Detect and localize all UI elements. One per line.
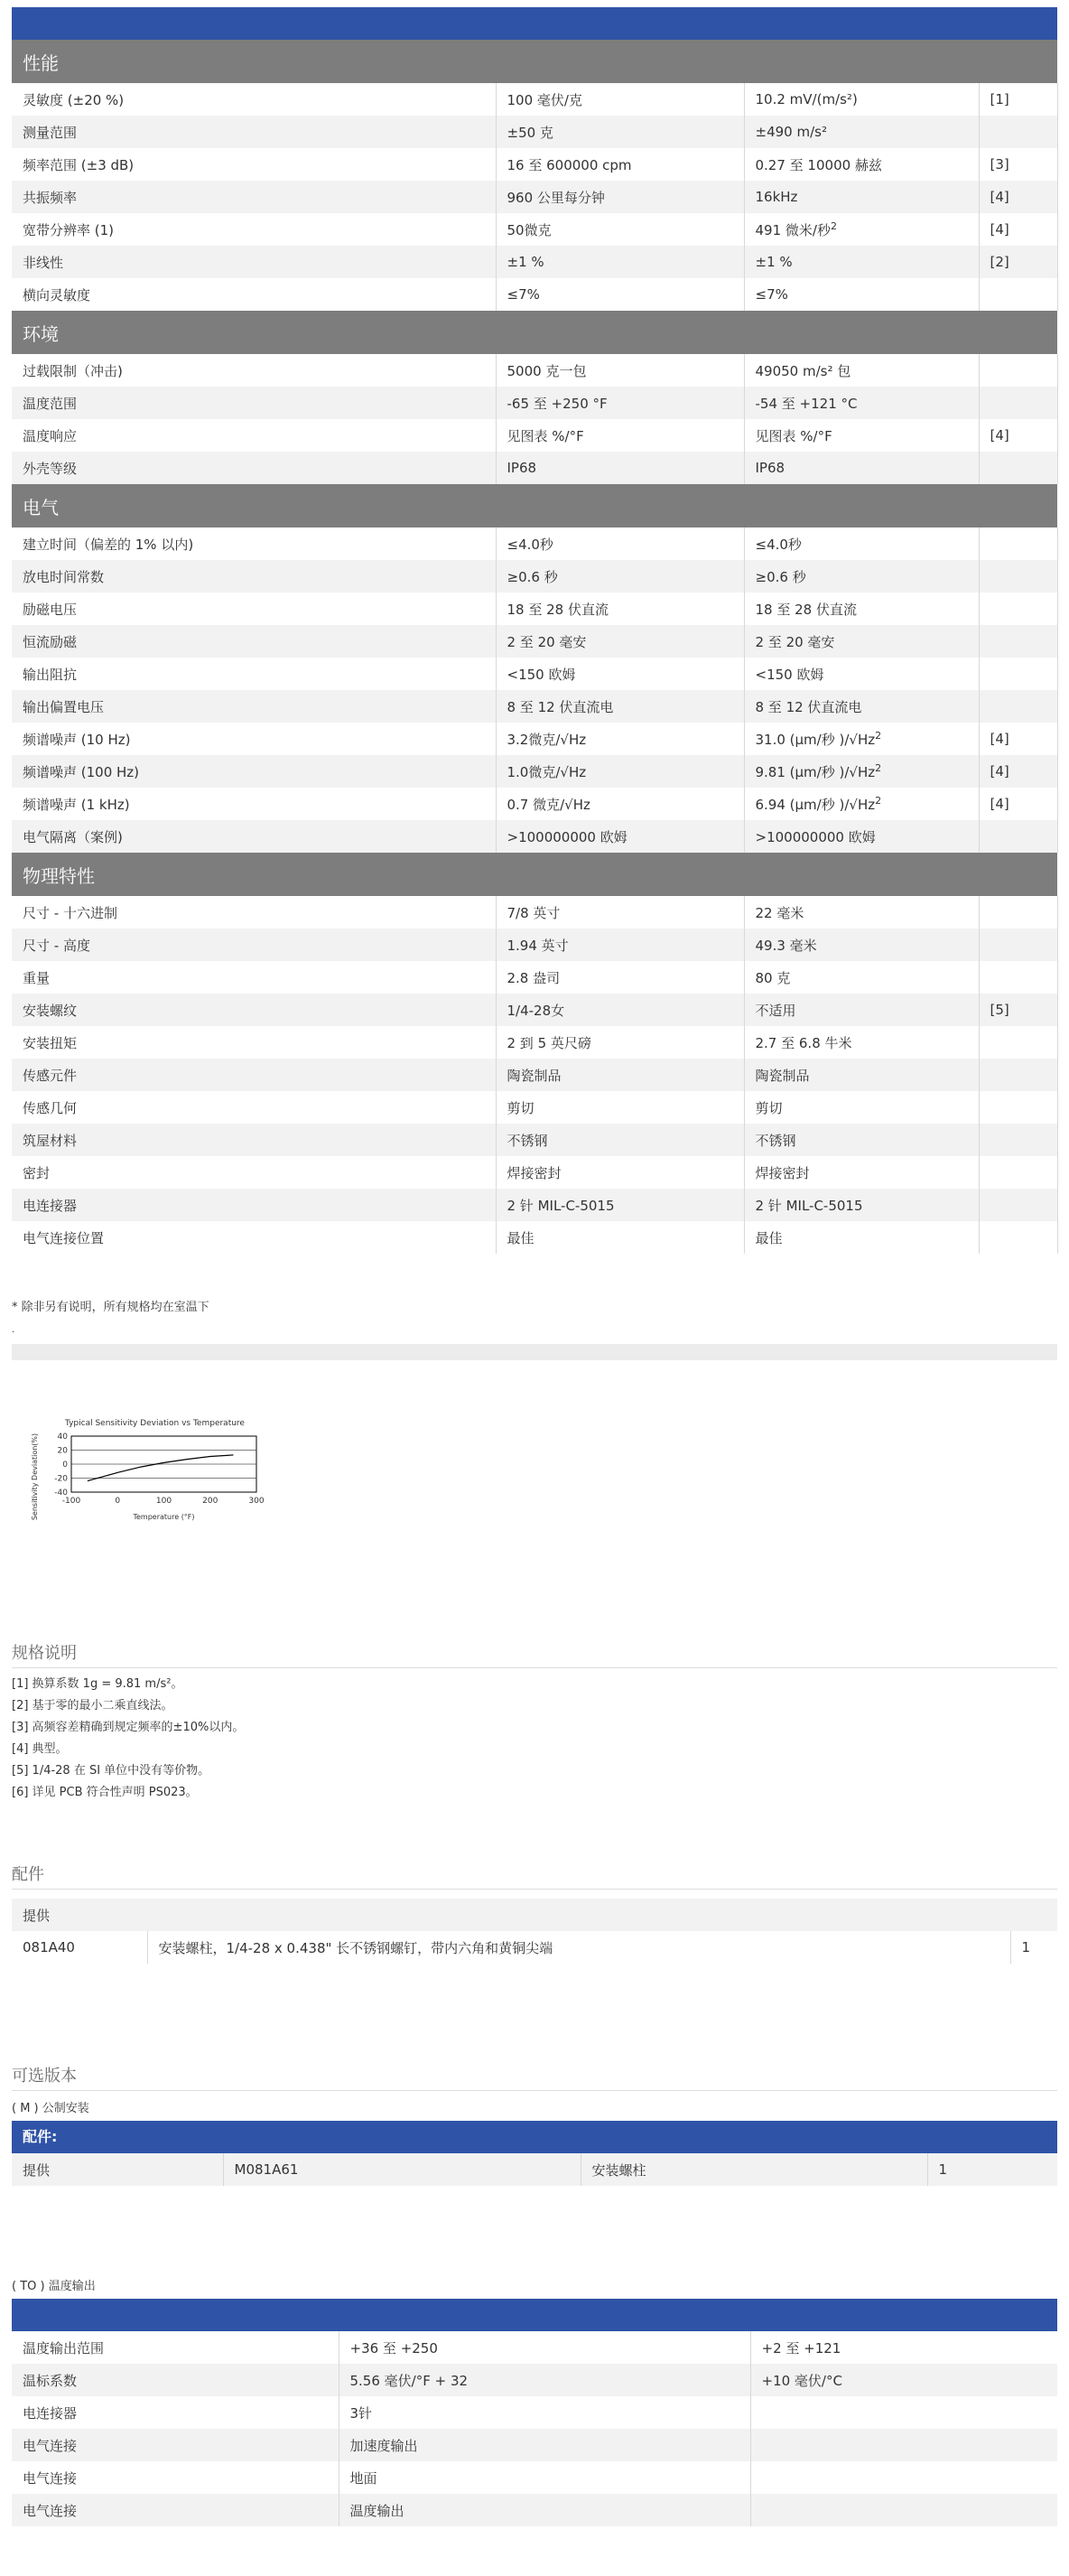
to-c2: 3针 [339,2396,750,2429]
spec-note: [4] [979,419,1057,452]
spec-us: 1.0微克/√Hz [496,755,744,788]
chart-y-tick: 40 [57,1433,68,1442]
spec-label: 重量 [12,961,496,994]
spec-note [979,452,1057,484]
spec-si: 18 至 28 伏直流 [744,593,979,625]
spec-row [12,755,1057,788]
accessory-desc: 安装螺柱，1/4-28 x 0.438" 长不锈钢螺钉，带内六角和黄铜尖端 [147,1931,1010,1964]
spec-si-sup: 2 [875,761,882,774]
accessory-row [12,1931,1057,1964]
spec-us: 5000 克一包 [496,354,744,387]
spec-si: <150 欧姆 [744,658,979,690]
spec-label: 密封 [12,1156,496,1189]
spec-row [12,788,1057,820]
to-c2: 加速度输出 [339,2429,750,2461]
chart-y-tick: 20 [57,1446,68,1456]
metric-option-table [12,2153,1057,2186]
spec-si: 不锈钢 [744,1124,979,1156]
spec-note-item: [3] 高频容差精确到规定频率的±10%以内。 [12,1721,245,1734]
chart-y-tick: 0 [62,1461,68,1470]
spec-note [979,1221,1057,1254]
spec-label: 非线性 [12,246,496,278]
spec-us: 960 公里每分钟 [496,181,744,213]
metric-c2[interactable]: M081A61 [223,2153,581,2186]
spec-si: 49050 m/s² 包 [744,354,979,387]
spec-note: [1] [979,83,1057,116]
spec-si: 16kHz [744,181,979,213]
spec-si: ≤7% [744,278,979,311]
to-option-row [12,2331,1057,2364]
spec-row [12,181,1057,213]
spec-us: 1.94 英寸 [496,929,744,961]
spec-label: 频谱噪声 (1 kHz) [12,788,496,820]
spec-us: 16 至 600000 cpm [496,148,744,181]
spec-note [979,1156,1057,1189]
spec-note [979,354,1057,387]
spec-label: 测量范围 [12,116,496,148]
spec-row [12,527,1057,560]
spec-table [12,40,1058,1254]
chart-series-line [88,1455,234,1481]
spec-note [979,116,1057,148]
spec-row [12,723,1057,755]
spec-si: 2.7 至 6.8 牛米 [744,1026,979,1059]
spec-us: 不锈钢 [496,1124,744,1156]
spec-row [12,116,1057,148]
spec-note-item: [1] 换算系数 1g = 9.81 m/s²。 [12,1677,183,1691]
spec-row [12,961,1057,994]
chart-title: Typical Sensitivity Deviation vs Temperature [65,1419,245,1428]
spec-label: 外壳等级 [12,452,496,484]
to-option-header-bar [12,2299,1057,2331]
spec-note-item: [4] 典型。 [12,1742,68,1756]
spec-note: [2] [979,246,1057,278]
spec-us: >100000000 欧姆 [496,820,744,853]
spec-label: 电连接器 [12,1189,496,1221]
spec-row [12,83,1057,116]
spec-note: [4] [979,755,1057,788]
spec-si [744,723,979,755]
spec-si: 49.3 毫米 [744,929,979,961]
spec-us: 2 针 MIL-C-5015 [496,1189,744,1221]
chart-x-tick: -100 [61,1497,81,1506]
spec-us: 2 至 20 毫安 [496,625,744,658]
spec-note [979,387,1057,419]
spec-si-sup: 2 [875,729,882,742]
to-c3 [750,2396,1057,2429]
spec-si: 最佳 [744,1221,979,1254]
options-title: 可选版本 [12,2063,1057,2091]
spec-si-sup: 2 [830,219,837,232]
to-c2: 温度输出 [339,2494,750,2526]
spec-note [979,278,1057,311]
spec-note [979,896,1057,929]
spec-label: 筑屋材料 [12,1124,496,1156]
spec-us: ±1 % [496,246,744,278]
spec-si: 80 克 [744,961,979,994]
spec-si: ±490 m/s² [744,116,979,148]
to-c1: 电气连接 [12,2429,339,2461]
chart-x-label: Temperature (°F) [133,1513,195,1521]
spec-us: ±50 克 [496,116,744,148]
spec-us: 2.8 盎司 [496,961,744,994]
to-option-row [12,2429,1057,2461]
to-c3: +2 至 +121 [761,2339,841,2357]
spec-si-text: 31.0 (μm/秒 )/√Hz [755,731,876,748]
room-temp-note: * 除非另有说明，所有规格均在室温下 [12,1301,209,1314]
spec-us: 50微克 [496,213,744,246]
spec-label: 频率范围 (±3 dB) [12,148,496,181]
to-option-row [12,2364,1057,2396]
section-title: 性能 [12,40,1057,83]
spec-row [12,1091,1057,1124]
to-c2: 5.56 毫伏/°F + 32 [339,2364,750,2396]
spec-note [979,527,1057,560]
top-blue-bar [12,7,1057,40]
spec-label: 频谱噪声 (10 Hz) [12,723,496,755]
spec-row [12,148,1057,181]
to-c3 [750,2494,1057,2526]
spec-row [12,1059,1057,1091]
metric-option-label: ( M ) 公制安装 [12,2102,89,2115]
spec-label: 输出阻抗 [12,658,496,690]
spec-si: ≥0.6 秒 [744,560,979,593]
spec-label: 安装扭矩 [12,1026,496,1059]
spec-label: 宽带分辨率 (1) [12,213,496,246]
spec-si: 8 至 12 伏直流电 [744,690,979,723]
to-c3 [750,2461,1057,2494]
spec-us: 最佳 [496,1221,744,1254]
spec-row [12,278,1057,311]
chart-x-tick: 300 [248,1497,265,1506]
spec-row [12,419,1057,452]
dot-mark: . [12,1325,15,1335]
spec-label: 电气连接位置 [12,1221,496,1254]
spec-row [12,593,1057,625]
spec-si-text: 6.94 (μm/秒 )/√Hz [755,796,876,813]
spec-row [12,690,1057,723]
spec-note [979,658,1057,690]
spec-label: 频谱噪声 (100 Hz) [12,755,496,788]
spec-si: 2 针 MIL-C-5015 [744,1189,979,1221]
spec-si: IP68 [744,452,979,484]
spec-us: 剪切 [496,1091,744,1124]
spec-row [12,820,1057,853]
spec-row [12,896,1057,929]
spec-row [12,1124,1057,1156]
metric-option-header: 配件: [12,2121,1057,2153]
spec-label: 共振频率 [12,181,496,213]
spec-si: -54 至 +121 °C [744,387,979,419]
spec-label: 温度响应 [12,419,496,452]
spec-us: 陶瓷制品 [496,1059,744,1091]
spec-label: 尺寸 - 高度 [12,929,496,961]
spec-si [744,213,979,246]
to-c1: 温标系数 [12,2364,339,2396]
to-c1: 温度输出范围 [12,2331,339,2364]
spec-si: 2 至 20 毫安 [744,625,979,658]
spec-si: ≤4.0秒 [744,527,979,560]
spec-row [12,994,1057,1026]
metric-c4: 1 [927,2153,1057,2186]
spec-si [744,788,979,820]
spec-si-text: 491 微米/秒 [755,221,831,238]
spec-notes-title: 规格说明 [12,1640,1057,1668]
spec-note: [4] [979,788,1057,820]
spec-label: 恒流励磁 [12,625,496,658]
sensitivity-chart [17,1413,1057,1552]
to-c1: 电连接器 [12,2396,339,2429]
to-option-row [12,2494,1057,2526]
spec-label: 电气隔离（案例) [12,820,496,853]
metric-option-row [12,2153,1057,2186]
to-option-row [12,2461,1057,2494]
to-option-row [12,2396,1057,2429]
spec-label: 灵敏度 (±20 %) [12,83,496,116]
chart-y-label: Sensitivity Deviation(%) [31,1433,39,1521]
section-title: 物理特性 [12,853,1057,896]
spec-row [12,1189,1057,1221]
spec-si-text: 9.81 (μm/秒 )/√Hz [755,763,876,780]
spec-label: 传感元件 [12,1059,496,1091]
to-c2: +36 至 +250 [339,2331,750,2364]
spec-label: 尺寸 - 十六进制 [12,896,496,929]
accessories-title: 配件 [12,1862,1057,1890]
to-option-label: ( TO ) 温度输出 [12,2280,96,2293]
metric-c1: 提供 [12,2153,223,2186]
spec-note: [4] [979,213,1057,246]
chart-y-tick: -40 [54,1489,68,1498]
spec-si: >100000000 欧姆 [744,820,979,853]
chart-x-tick: 100 [155,1497,172,1506]
spec-row [12,929,1057,961]
spec-note [979,593,1057,625]
spec-label: 过载限制（冲击) [12,354,496,387]
spec-row [12,387,1057,419]
spec-label: 输出偏置电压 [12,690,496,723]
spec-si: 22 毫米 [744,896,979,929]
spec-us: 0.7 微克/√Hz [496,788,744,820]
spec-note [979,1059,1057,1091]
accessory-model[interactable]: 081A40 [12,1931,147,1964]
spec-us: 见图表 %/°F [496,419,744,452]
section-header [12,40,1057,83]
spec-note [979,625,1057,658]
accessory-qty: 1 [1021,1939,1031,1955]
spec-label: 横向灵敏度 [12,278,496,311]
spec-us: 3.2微克/√Hz [496,723,744,755]
spec-label: 安装螺纹 [12,994,496,1026]
spec-si-sup: 2 [875,794,882,807]
accessories-header: 提供 [12,1899,1057,1931]
section-header [12,853,1057,896]
chart-x-tick: 200 [202,1497,218,1506]
spec-si: 10.2 mV/(m/s²) [744,83,979,116]
chart-x-tick: 0 [115,1497,121,1506]
spec-si: 见图表 %/°F [744,419,979,452]
spec-note [979,560,1057,593]
spec-row [12,1221,1057,1254]
spec-si: 焊接密封 [744,1156,979,1189]
spec-label: 建立时间（偏差的 1% 以内) [12,527,496,560]
spec-si: 剪切 [744,1091,979,1124]
spec-row [12,560,1057,593]
section-header [12,311,1057,354]
spec-us: IP68 [496,452,744,484]
spec-us: 焊接密封 [496,1156,744,1189]
spec-row [12,354,1057,387]
spec-label: 励磁电压 [12,593,496,625]
spec-note [979,1189,1057,1221]
spec-label: 温度范围 [12,387,496,419]
spec-si [744,755,979,788]
spec-note [979,690,1057,723]
spec-us: 2 到 5 英尺磅 [496,1026,744,1059]
spec-note-item: [5] 1/4-28 在 SI 单位中没有等价物。 [12,1764,210,1778]
spec-note [979,1091,1057,1124]
spec-note [979,820,1057,853]
spec-row [12,1026,1057,1059]
metric-c3: 安装螺柱 [581,2153,927,2186]
spec-row [12,246,1057,278]
to-c1: 电气连接 [12,2494,339,2526]
spec-note: [4] [979,181,1057,213]
to-c3: +10 毫伏/°C [750,2364,1057,2396]
spec-note [979,961,1057,994]
spec-row [12,1156,1057,1189]
section-title: 电气 [12,484,1057,527]
spec-note [979,929,1057,961]
spec-si: 陶瓷制品 [744,1059,979,1091]
section-title: 环境 [12,311,1057,354]
spec-us: ≥0.6 秒 [496,560,744,593]
spec-note-item: [2] 基于零的最小二乘直线法。 [12,1699,173,1713]
chart-y-tick: -20 [54,1474,68,1484]
spec-row [12,625,1057,658]
spec-si: ±1 % [744,246,979,278]
spec-label: 传感几何 [12,1091,496,1124]
spec-note [979,1026,1057,1059]
spec-us: 18 至 28 伏直流 [496,593,744,625]
spec-note: [5] [979,994,1057,1026]
spec-si: 不适用 [744,994,979,1026]
spec-us: -65 至 +250 °F [496,387,744,419]
accessories-table [12,1899,1057,1964]
to-c3 [750,2429,1057,2461]
spec-note [979,1124,1057,1156]
spec-us: 7/8 英寸 [496,896,744,929]
to-c2: 地面 [339,2461,750,2494]
spec-row [12,658,1057,690]
spec-us: 8 至 12 伏直流电 [496,690,744,723]
to-c1: 电气连接 [12,2461,339,2494]
spec-us: <150 欧姆 [496,658,744,690]
spec-note: [3] [979,148,1057,181]
chart-svg [17,1413,288,1548]
spec-notes-list [12,1674,1057,1804]
spec-row [12,213,1057,246]
spec-us: 100 毫伏/克 [496,83,744,116]
spec-us: 1/4-28女 [496,994,744,1026]
spec-si: 0.27 至 10000 赫兹 [744,148,979,181]
section-header [12,484,1057,527]
to-option-table [12,2331,1057,2526]
spec-us: ≤7% [496,278,744,311]
spec-row [12,452,1057,484]
spec-label: 放电时间常数 [12,560,496,593]
grey-divider [12,1344,1057,1360]
spec-note: [4] [979,723,1057,755]
spec-note-item: [6] 详见 PCB 符合性声明 PS023。 [12,1786,198,1799]
spec-us: ≤4.0秒 [496,527,744,560]
